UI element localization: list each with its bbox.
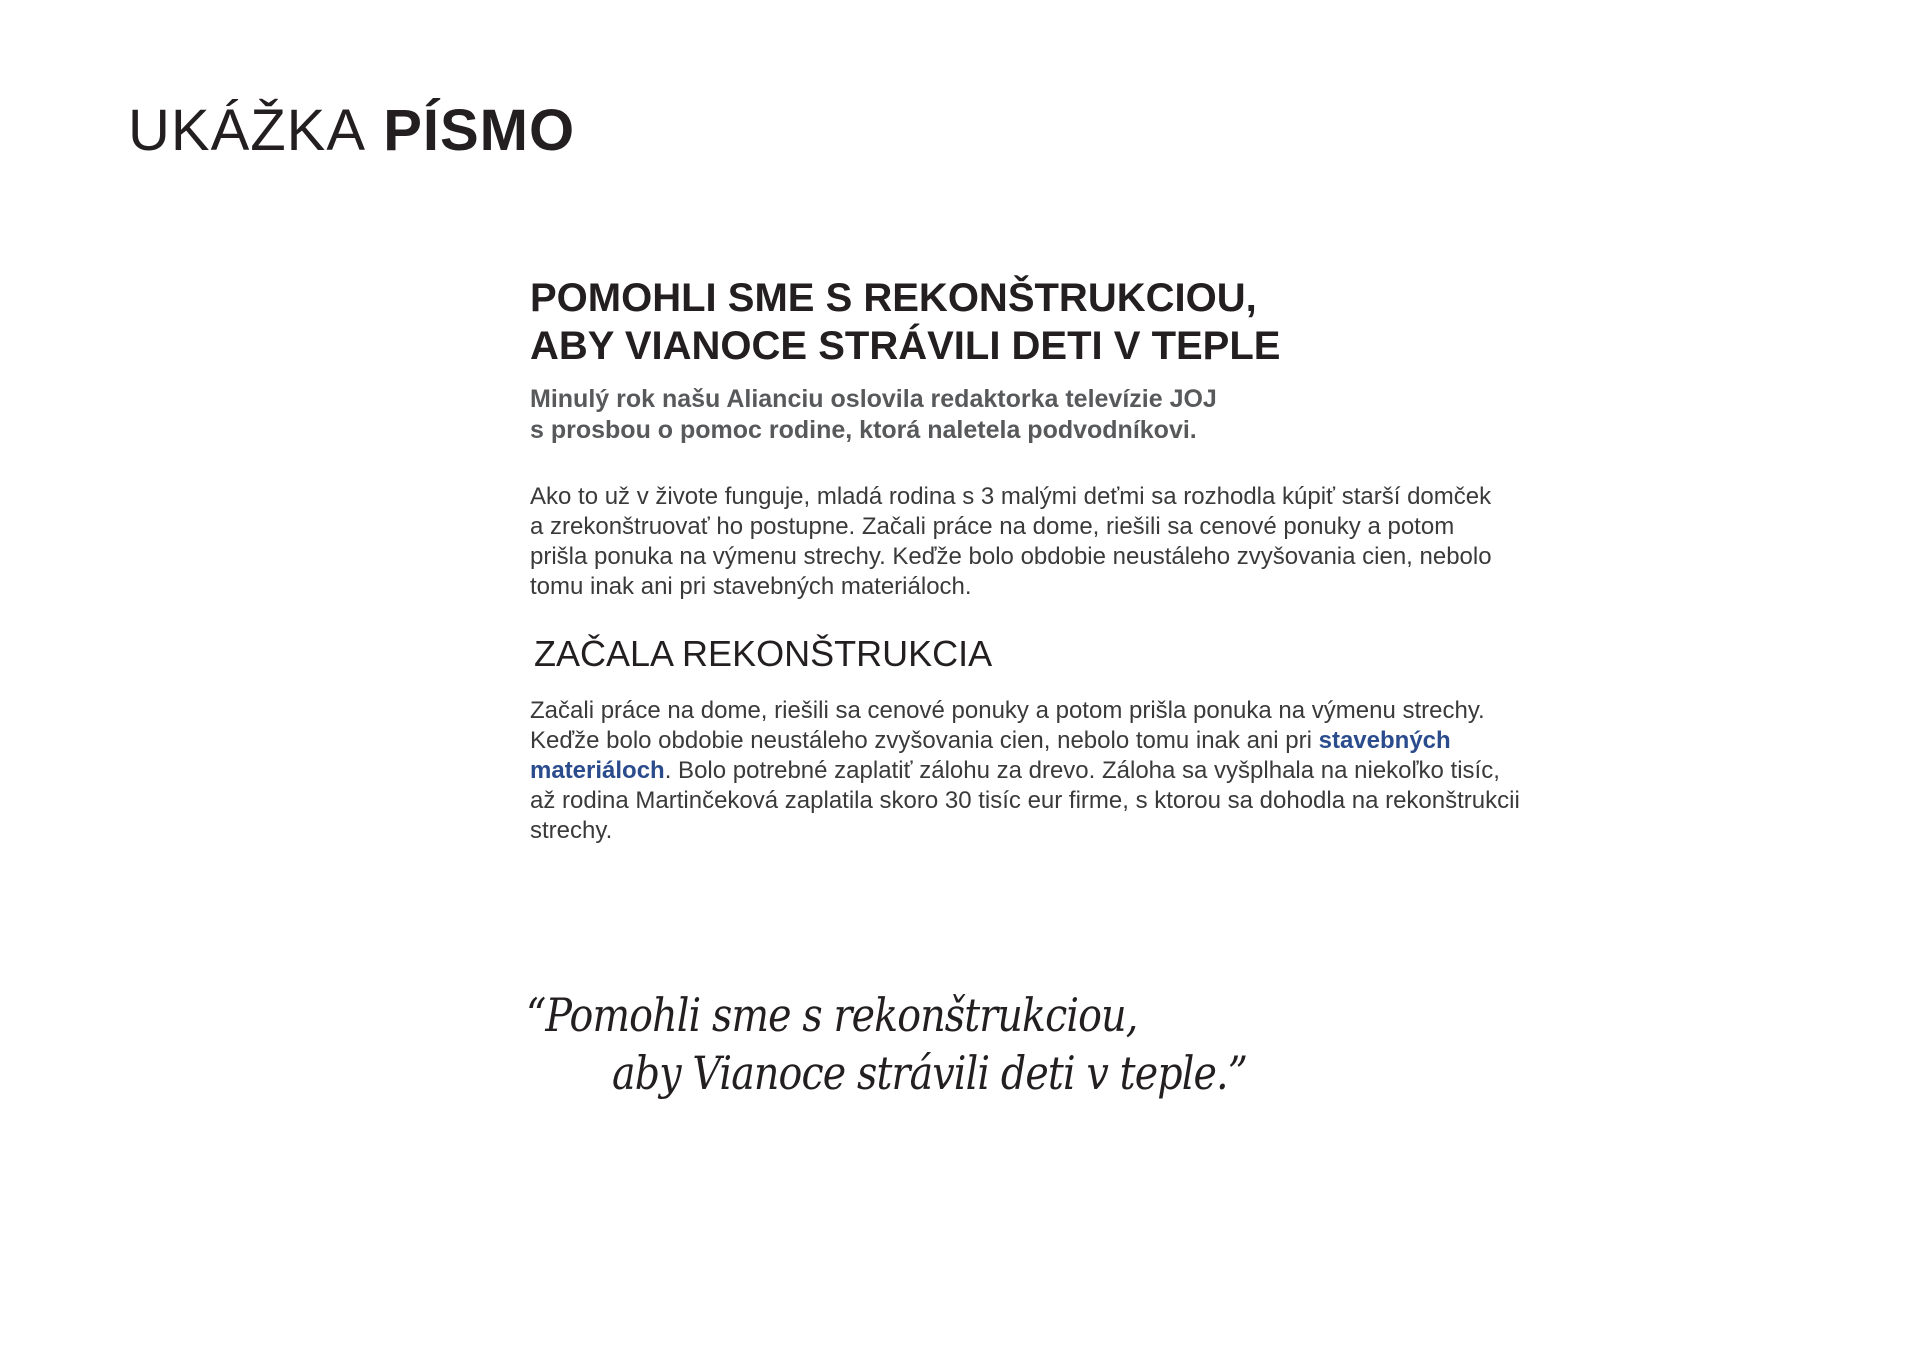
paragraph-2: [530, 696, 1690, 846]
paragraph-1-line: Ako to už v živote funguje, mladá rodina s 3 malými deťmi sa rozhodla kúpiť starší domček: [530, 483, 1492, 510]
paragraph-2-line: až rodina Martinčeková zaplatila skoro 30 tisíc eur firme, s ktorou sa dohodla na rekonštrukcii: [530, 787, 1520, 814]
paragraph-2-line: [530, 726, 1690, 756]
lead-line-1: Minulý rok našu Alianciu oslovila redaktorka televízie JOJ: [530, 385, 1217, 413]
paragraph-1-line: prišla ponuka na výmenu strechy. Keďže bolo obdobie neustáleho zvyšovania cien, nebolo: [530, 543, 1492, 570]
paragraph-2-line: strechy.: [530, 817, 613, 844]
quote-line-1: “Pomohli sme s rekonštrukciou,: [526, 988, 1138, 1042]
paragraph-2-line: Začali práce na dome, riešili sa cenové ponuky a potom prišla ponuka na výmenu strechy.: [530, 697, 1485, 724]
headline-line-2: ABY VIANOCE STRÁVILI DETI V TEPLE: [530, 324, 1281, 368]
quote-line-2: aby Vianoce strávili deti v teple.”: [612, 1046, 1248, 1100]
section-subheading: ZAČALA REKONŠTRUKCIA: [534, 633, 993, 674]
paragraph-2-text: . Bolo potrebné zaplatiť zálohu za drevo. Záloha sa vyšplhala na niekoľko tisíc,: [664, 757, 1500, 784]
materialoch-link[interactable]: materiáloch: [530, 757, 665, 784]
page-title-light: UKÁŽKA: [128, 98, 367, 163]
paragraph-1-line: a zrekonštruovať ho postupne. Začali práce na dome, riešili sa cenové ponuky a potom: [530, 513, 1455, 540]
paragraph-1: [530, 482, 1690, 602]
paragraph-2-text: Keďže bolo obdobie neustáleho zvyšovania cien, nebolo tomu inak ani pri: [530, 727, 1319, 754]
stavebnych-link[interactable]: stavebných: [1318, 727, 1451, 754]
handwritten-quote: [526, 986, 1247, 1102]
article-lead: [530, 384, 1690, 446]
paragraph-2-line: [530, 756, 1690, 786]
page-title-bold: PÍSMO: [383, 98, 576, 163]
article-headline: [530, 274, 1690, 370]
page-title: [128, 98, 575, 164]
paragraph-1-line: tomu inak ani pri stavebných materiáloch.: [530, 573, 972, 600]
article: [530, 274, 1690, 846]
lead-line-2: s prosbou o pomoc rodine, ktorá naletela podvodníkovi.: [530, 416, 1197, 444]
headline-line-1: POMOHLI SME S REKONŠTRUKCIOU,: [530, 276, 1257, 320]
